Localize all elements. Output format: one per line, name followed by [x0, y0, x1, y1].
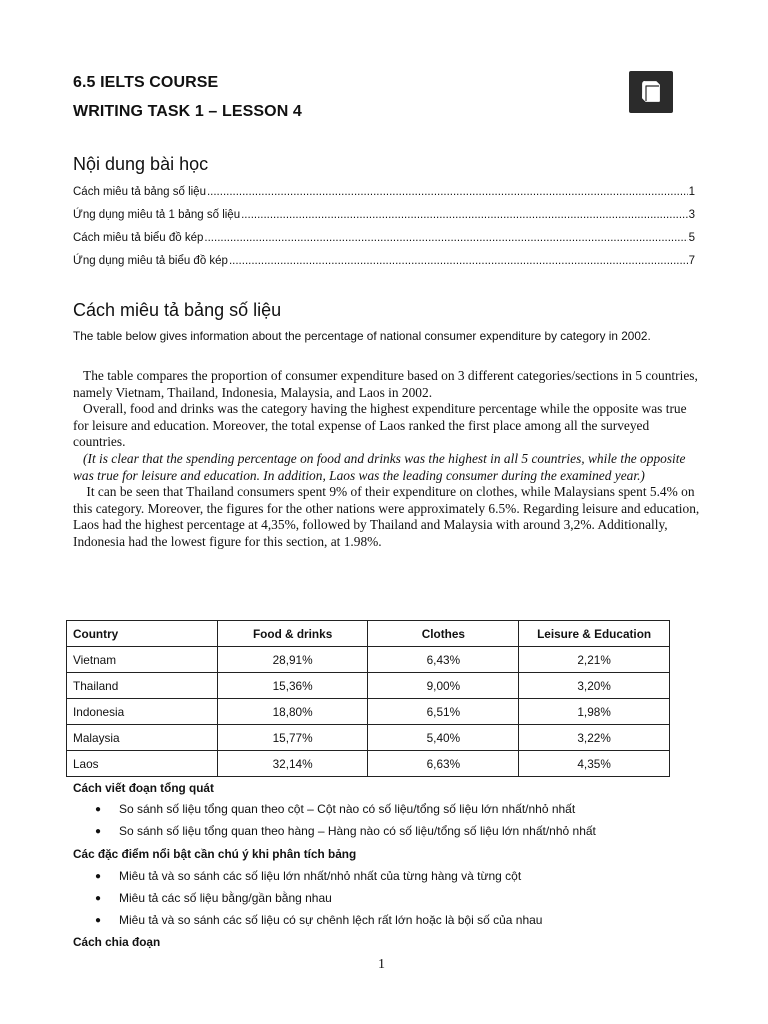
toc-item-label: Ứng dụng miêu tả biểu đồ kép	[73, 255, 228, 267]
toc-leader	[207, 186, 688, 198]
table-cell: Vietnam	[67, 647, 218, 673]
table-row	[67, 699, 670, 725]
table-cell: Laos	[67, 751, 218, 777]
features-heading: Các đặc điểm nổi bật cần chú ý khi phân tích bảng	[73, 847, 357, 861]
table-row	[67, 673, 670, 699]
table-cell: 15,36%	[217, 673, 368, 699]
toc-item-label: Cách miêu tả bảng số liệu	[73, 186, 206, 198]
paragraph-overview	[73, 401, 703, 451]
toc-leader	[204, 232, 687, 244]
paragraph-text: It can be seen that Thailand consumers spent 9% of their expenditure on clothes, while Malaysians spent 5.4% on this category. Moreover, the figures for the other nations were approximately 6.5%. Regarding leisure and education, Laos had the highest percentage at 4,35%, followed by Thailand and Malaysia with around 3,2%. Additionally, Indonesia had the lowest figure for this section, at 1.98%.	[73, 484, 700, 549]
bullet-icon: ●	[95, 803, 102, 815]
list-item-text: Miêu tả các số liệu bằng/gần bằng nhau	[119, 891, 332, 905]
list-item-text: Miêu tả và so sánh các số liệu có sự chênh lệch rất lớn hoặc là bội số của nhau	[119, 913, 543, 927]
bullet-icon: ●	[95, 892, 102, 904]
toc-item[interactable]	[73, 255, 695, 278]
paragraph-text: (It is clear that the spending percentage on food and drinks was the highest in all 5 countries, while the opposite was true for leisure and education. In addition, Laos was the leading consumer during the examined year.)	[73, 450, 686, 483]
features-list	[95, 865, 542, 931]
table-cell: 3,20%	[519, 673, 670, 699]
list-item	[95, 820, 596, 842]
paragraph-text: The table compares the proportion of consumer expenditure based on 3 different categories/sections in 5 countries, namely Vietnam, Thailand, Indonesia, Malaysia, and Laos in 2002.	[73, 368, 698, 400]
expenditure-table	[66, 620, 670, 777]
table-row	[67, 647, 670, 673]
table-cell: 1,98%	[519, 699, 670, 725]
column-header: Leisure & Education	[519, 621, 670, 647]
toc-leader	[229, 255, 688, 267]
sample-answer	[73, 368, 703, 551]
table-cell: 4,35%	[519, 751, 670, 777]
table-row	[67, 725, 670, 751]
toc-item-page: 1	[688, 186, 695, 198]
list-item	[95, 798, 596, 820]
course-title: 6.5 IELTS COURSE	[73, 74, 219, 91]
list-item-text: Miêu tả và so sánh các số liệu lớn nhất/nhỏ nhất của từng hàng và từng cột	[119, 869, 522, 883]
lesson-title: WRITING TASK 1 – LESSON 4	[73, 103, 302, 120]
general-heading: Cách viết đoạn tổng quát	[73, 781, 214, 795]
bullet-icon: ●	[95, 914, 102, 926]
table-cell: 15,77%	[217, 725, 368, 751]
table-cell: 9,00%	[368, 673, 519, 699]
toc-leader	[241, 209, 687, 221]
task-prompt: The table below gives information about the percentage of national consumer expenditure by category in 2002.	[73, 329, 651, 343]
toc-item[interactable]	[73, 186, 695, 209]
paragraph-text: Overall, food and drinks was the category having the highest expenditure percentage while the opposite was true for leisure and education. Moreover, the total expense of Laos ranked the first place among all the surveyed countries.	[73, 401, 687, 450]
toc-heading: Nội dung bài học	[73, 154, 209, 174]
paragraph-introduction	[73, 368, 703, 401]
toc-item-page: 5	[688, 232, 695, 244]
list-item-text: So sánh số liệu tổng quan theo cột – Cột nào có số liệu/tổng số liệu lớn nhất/nhỏ nhất	[119, 802, 576, 816]
table-cell: 2,21%	[519, 647, 670, 673]
toc-item-label: Cách miêu tả biểu đồ kép	[73, 232, 204, 244]
split-heading: Cách chia đoạn	[73, 935, 161, 949]
table-cell: 6,43%	[368, 647, 519, 673]
bullet-icon: ●	[95, 870, 102, 882]
table-of-contents	[73, 186, 695, 278]
bullet-icon: ●	[95, 825, 102, 837]
column-header: Clothes	[368, 621, 519, 647]
table-cell: 6,63%	[368, 751, 519, 777]
toc-item-page: 7	[688, 255, 695, 267]
table-cell: 5,40%	[368, 725, 519, 751]
list-item	[95, 909, 542, 931]
list-item	[95, 865, 542, 887]
toc-item-page: 3	[688, 209, 695, 221]
table-cell: Indonesia	[67, 699, 218, 725]
table-cell: 6,51%	[368, 699, 519, 725]
table-cell: Thailand	[67, 673, 218, 699]
table-cell: 3,22%	[519, 725, 670, 751]
general-list	[95, 798, 596, 842]
column-header: Country	[67, 621, 218, 647]
table-header-row	[67, 621, 670, 647]
section-heading: Cách miêu tả bảng số liệu	[73, 300, 282, 320]
paragraph-details	[73, 484, 703, 550]
page-number: 1	[378, 957, 385, 972]
table-cell: 18,80%	[217, 699, 368, 725]
list-item	[95, 887, 542, 909]
paragraph-alternative	[73, 451, 703, 484]
book-icon	[629, 71, 673, 113]
table-cell: 28,91%	[217, 647, 368, 673]
toc-item[interactable]	[73, 232, 695, 255]
table-cell: Malaysia	[67, 725, 218, 751]
list-item-text: So sánh số liệu tổng quan theo hàng – Hàng nào có số liệu/tổng số liệu lớn nhất/nhỏ nhất	[119, 824, 596, 838]
column-header: Food & drinks	[217, 621, 368, 647]
toc-item[interactable]	[73, 209, 695, 232]
table-row	[67, 751, 670, 777]
table-cell: 32,14%	[217, 751, 368, 777]
toc-item-label: Ứng dụng miêu tả 1 bảng số liệu	[73, 209, 241, 221]
